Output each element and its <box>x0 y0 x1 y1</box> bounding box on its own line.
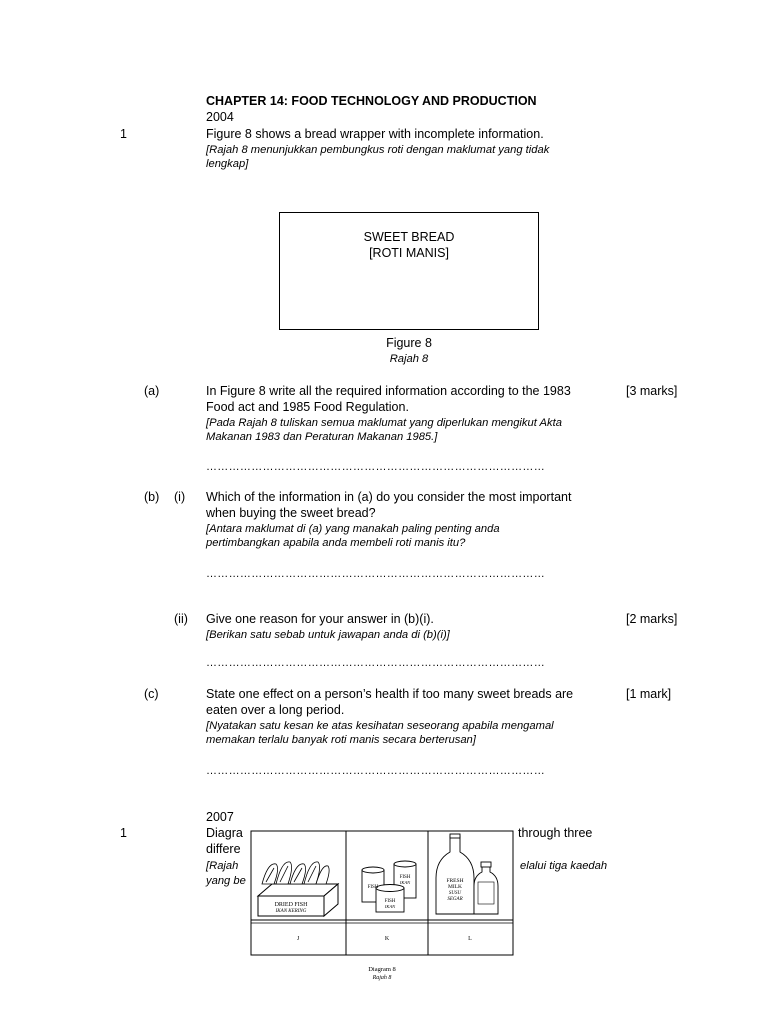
part-c-ms1: [Nyatakan satu kesan ke atas kesihatan seseorang apabila mengamal <box>206 720 554 732</box>
part-b-label: (b) <box>144 490 160 504</box>
label-j: J <box>296 936 300 942</box>
can-label-2: FISH <box>399 875 411 880</box>
question2-number: 1 <box>120 826 127 840</box>
milk-label-1: FRESH <box>446 878 464 884</box>
question-number: 1 <box>120 127 127 141</box>
wrapper-title-ms: [ROTI MANIS] <box>369 246 449 260</box>
part-c-label: (c) <box>144 687 159 701</box>
answer-line-b-ii[interactable]: ……………………………………………………………………………… <box>206 657 545 669</box>
part-c-line2: eaten over a long period. <box>206 703 345 717</box>
part-b-line2: when buying the sweet bread? <box>206 506 376 520</box>
answer-line-a[interactable]: ……………………………………………………………………………… <box>206 461 545 473</box>
part-c-line1: State one effect on a person’s health if too many sweet breads are <box>206 687 574 701</box>
part-a-ms2: Makanan 1983 dan Peraturan Makanan 1985.] <box>206 431 438 443</box>
milk-label-3: SUSU <box>448 891 462 896</box>
can-label-1: FISH <box>367 885 379 890</box>
question2-text-right1: through three <box>518 826 593 840</box>
part-b-ms1: [Antara maklumat di (a) yang manakah paling penting anda <box>206 523 500 535</box>
part-a-marks: [3 marks] <box>626 384 678 398</box>
wrapper-title: SWEET BREAD <box>363 230 455 244</box>
part-a-label: (a) <box>144 384 160 398</box>
label-l: L <box>468 936 472 942</box>
question2-ms-left2: yang be <box>206 875 246 887</box>
dried-fish-label-ms: IKAN KERING <box>275 909 307 914</box>
part-a-line2: Food act and 1985 Food Regulation. <box>206 400 409 414</box>
part-c-ms2: memakan terlalu banyak roti manis secara berterusan] <box>206 734 476 746</box>
milk-label-2: MILK <box>447 884 463 890</box>
can-label-3: FISH <box>384 899 396 904</box>
part-b-sub-i: (i) <box>174 490 186 504</box>
diagram-caption: Diagram 8 <box>368 966 396 973</box>
diagram-caption-ms: Rajah 8 <box>372 975 392 981</box>
year-2007: 2007 <box>206 810 234 824</box>
part-b-sub-ii: (ii) <box>174 612 188 626</box>
part-b2-marks: [2 marks] <box>626 612 678 626</box>
label-k: K <box>384 936 390 942</box>
can-label-3-ms: IKAN <box>384 904 396 909</box>
chapter-title: CHAPTER 14: FOOD TECHNOLOGY AND PRODUCTION <box>206 94 537 108</box>
part-c-marks: [1 mark] <box>626 687 672 701</box>
bread-wrapper-figure <box>279 212 539 330</box>
question-text: Figure 8 shows a bread wrapper with incomplete information. <box>206 127 544 141</box>
can-label-2-ms: IKAN <box>399 880 411 885</box>
question2-text-left2: differe <box>206 842 241 856</box>
question-translation-2: lengkap] <box>206 158 249 170</box>
answer-line-b-i[interactable]: ……………………………………………………………………………… <box>206 568 545 580</box>
question2-ms-right: elalui tiga kaedah <box>520 860 608 872</box>
answer-line-c[interactable]: ……………………………………………………………………………… <box>206 765 545 777</box>
question2-ms-left: [Rajah <box>206 860 239 872</box>
question2-text-left1: Diagra <box>206 826 243 840</box>
food-preservation-diagram <box>248 826 516 986</box>
part-b-ms2: pertimbangkan apabila anda membeli roti manis itu? <box>206 537 466 549</box>
figure-caption-ms: Rajah 8 <box>389 353 429 365</box>
part-a-ms1: [Pada Rajah 8 tuliskan semua maklumat yang diperlukan mengikut Akta <box>206 417 562 429</box>
year-2004: 2004 <box>206 110 234 124</box>
figure-caption: Figure 8 <box>386 336 432 350</box>
milk-label-4: SEGAR <box>447 897 463 902</box>
part-b2-line1: Give one reason for your answer in (b)(i). <box>206 612 434 626</box>
dried-fish-label: DRIED FISH <box>274 902 308 908</box>
question-translation-1: [Rajah 8 menunjukkan pembungkus roti dengan maklumat yang tidak <box>206 144 550 156</box>
part-b-line1: Which of the information in (a) do you consider the most important <box>206 490 572 504</box>
part-b2-ms1: [Berikan satu sebab untuk jawapan anda di (b)(i)] <box>206 629 450 641</box>
part-a-line1: In Figure 8 write all the required information according to the 1983 <box>206 384 571 398</box>
